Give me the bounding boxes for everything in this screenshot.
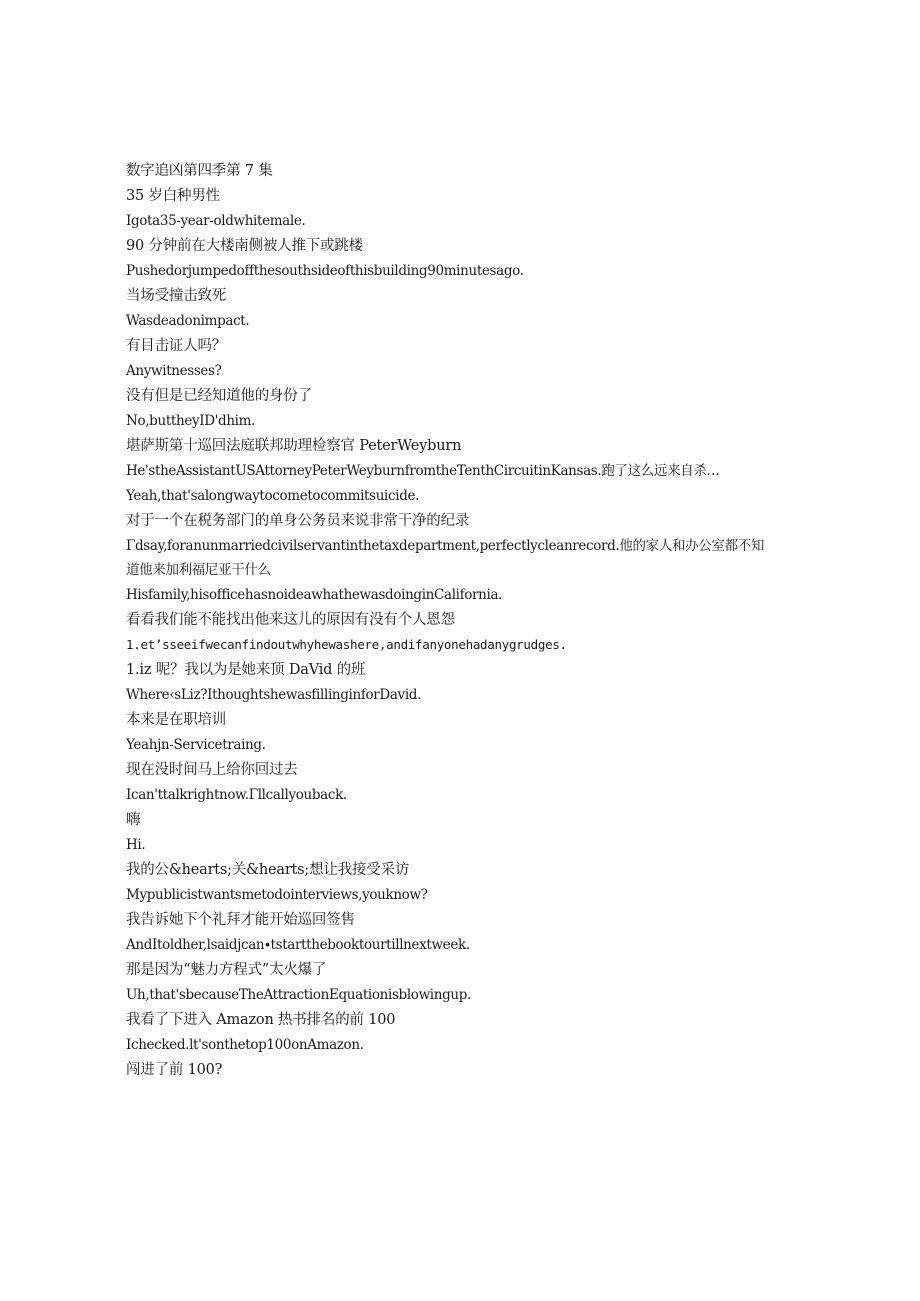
text-line: Uh,that'sbecauseTheAttractionEquationisblowingup. bbox=[126, 987, 471, 1003]
text-line: Wasdeadonimpact. bbox=[126, 313, 250, 329]
text-line: 嗨 bbox=[126, 812, 141, 828]
text-line: Γdsay,foranunmarriedcivilservantinthetaxdepartment,perfectlycleanrecord.他的家人和办公室都不知道他来加利福尼亚干什么 bbox=[126, 538, 765, 578]
episode-title: 数字追凶第四季第 7 集 bbox=[126, 163, 273, 179]
text-line: 我的公&hearts;关&hearts;想让我接受采访 bbox=[126, 862, 410, 878]
text-line: 看看我们能不能找出他来这儿的原因有没有个人恩怨 bbox=[126, 612, 455, 628]
text-line: AndItoldher,lsaidjcan∙tstartthebooktourtillnextweek. bbox=[126, 937, 470, 953]
text-line: Anywitnesses? bbox=[126, 363, 222, 379]
text-line: 1.et’sseeifwecanfindoutwhyhewashere,andifanyonehadanygrudges. bbox=[126, 637, 567, 652]
text-line: Pushedorjumpedoffthesouthsideofthisbuilding90minutesago. bbox=[126, 263, 524, 279]
text-line: 对于一个在税务部门的单身公务员来说非常干净的纪录 bbox=[126, 513, 470, 529]
text-line: Yeahjn-Servicetraing. bbox=[126, 737, 266, 753]
text-line: Mypublicistwantsmetodointerviews,youknow? bbox=[126, 887, 428, 903]
text-line: 闯进了前 100? bbox=[126, 1062, 223, 1078]
text-line: He'stheAssistantUSAttorneyPeterWeyburnfromtheTenthCircuitinKansas.跑了这么远来自杀… bbox=[126, 463, 720, 479]
text-line: Igota35-year-oldwhitemale. bbox=[126, 213, 306, 229]
text-line: Ichecked.lt'sonthetop100onAmazon. bbox=[126, 1037, 364, 1053]
text-line: Hisfamily,hisofficehasnoideawhathewasdoinginCalifornia. bbox=[126, 587, 503, 603]
text-line: Hi. bbox=[126, 837, 146, 853]
text-line: 35 岁白种男性 bbox=[126, 188, 220, 204]
text-line: 我看了下进入 Amazon 热书排名的前 100 bbox=[126, 1012, 396, 1028]
text-line: Ican'ttalkrightnow.Γllcallyouback. bbox=[126, 787, 347, 803]
text-line: 本来是在职培训 bbox=[126, 712, 227, 728]
text-line: 90 分钟前在大楼南侧被人推下或跳楼 bbox=[126, 238, 363, 254]
text-line: 我告诉她下个礼拜才能开始巡回签售 bbox=[126, 912, 355, 928]
text-line: 那是因为“魅力方程式”太火爆了 bbox=[126, 962, 327, 978]
text-line: No,buttheyID'dhim. bbox=[126, 413, 256, 429]
text-line: 现在没时间马上给你回过去 bbox=[126, 762, 298, 778]
text-line: 1.iz 呢？我以为是她来顶 DaVid 的班 bbox=[126, 662, 366, 678]
transcript-body bbox=[126, 159, 776, 1082]
text-line: 堪萨斯第十巡回法庭联邦助理检察官 PeterWeyburn bbox=[126, 438, 462, 454]
text-line: Where‹sLiz?IthoughtshewasfillinginforDavid. bbox=[126, 687, 422, 703]
text-line: Yeah,that'salongwaytocometocommitsuicide. bbox=[126, 488, 420, 504]
text-line: 有目击证人吗？ bbox=[126, 338, 227, 354]
text-line: 当场受撞击致死 bbox=[126, 288, 227, 304]
text-line: 没有但是已经知道他的身份了 bbox=[126, 388, 312, 404]
